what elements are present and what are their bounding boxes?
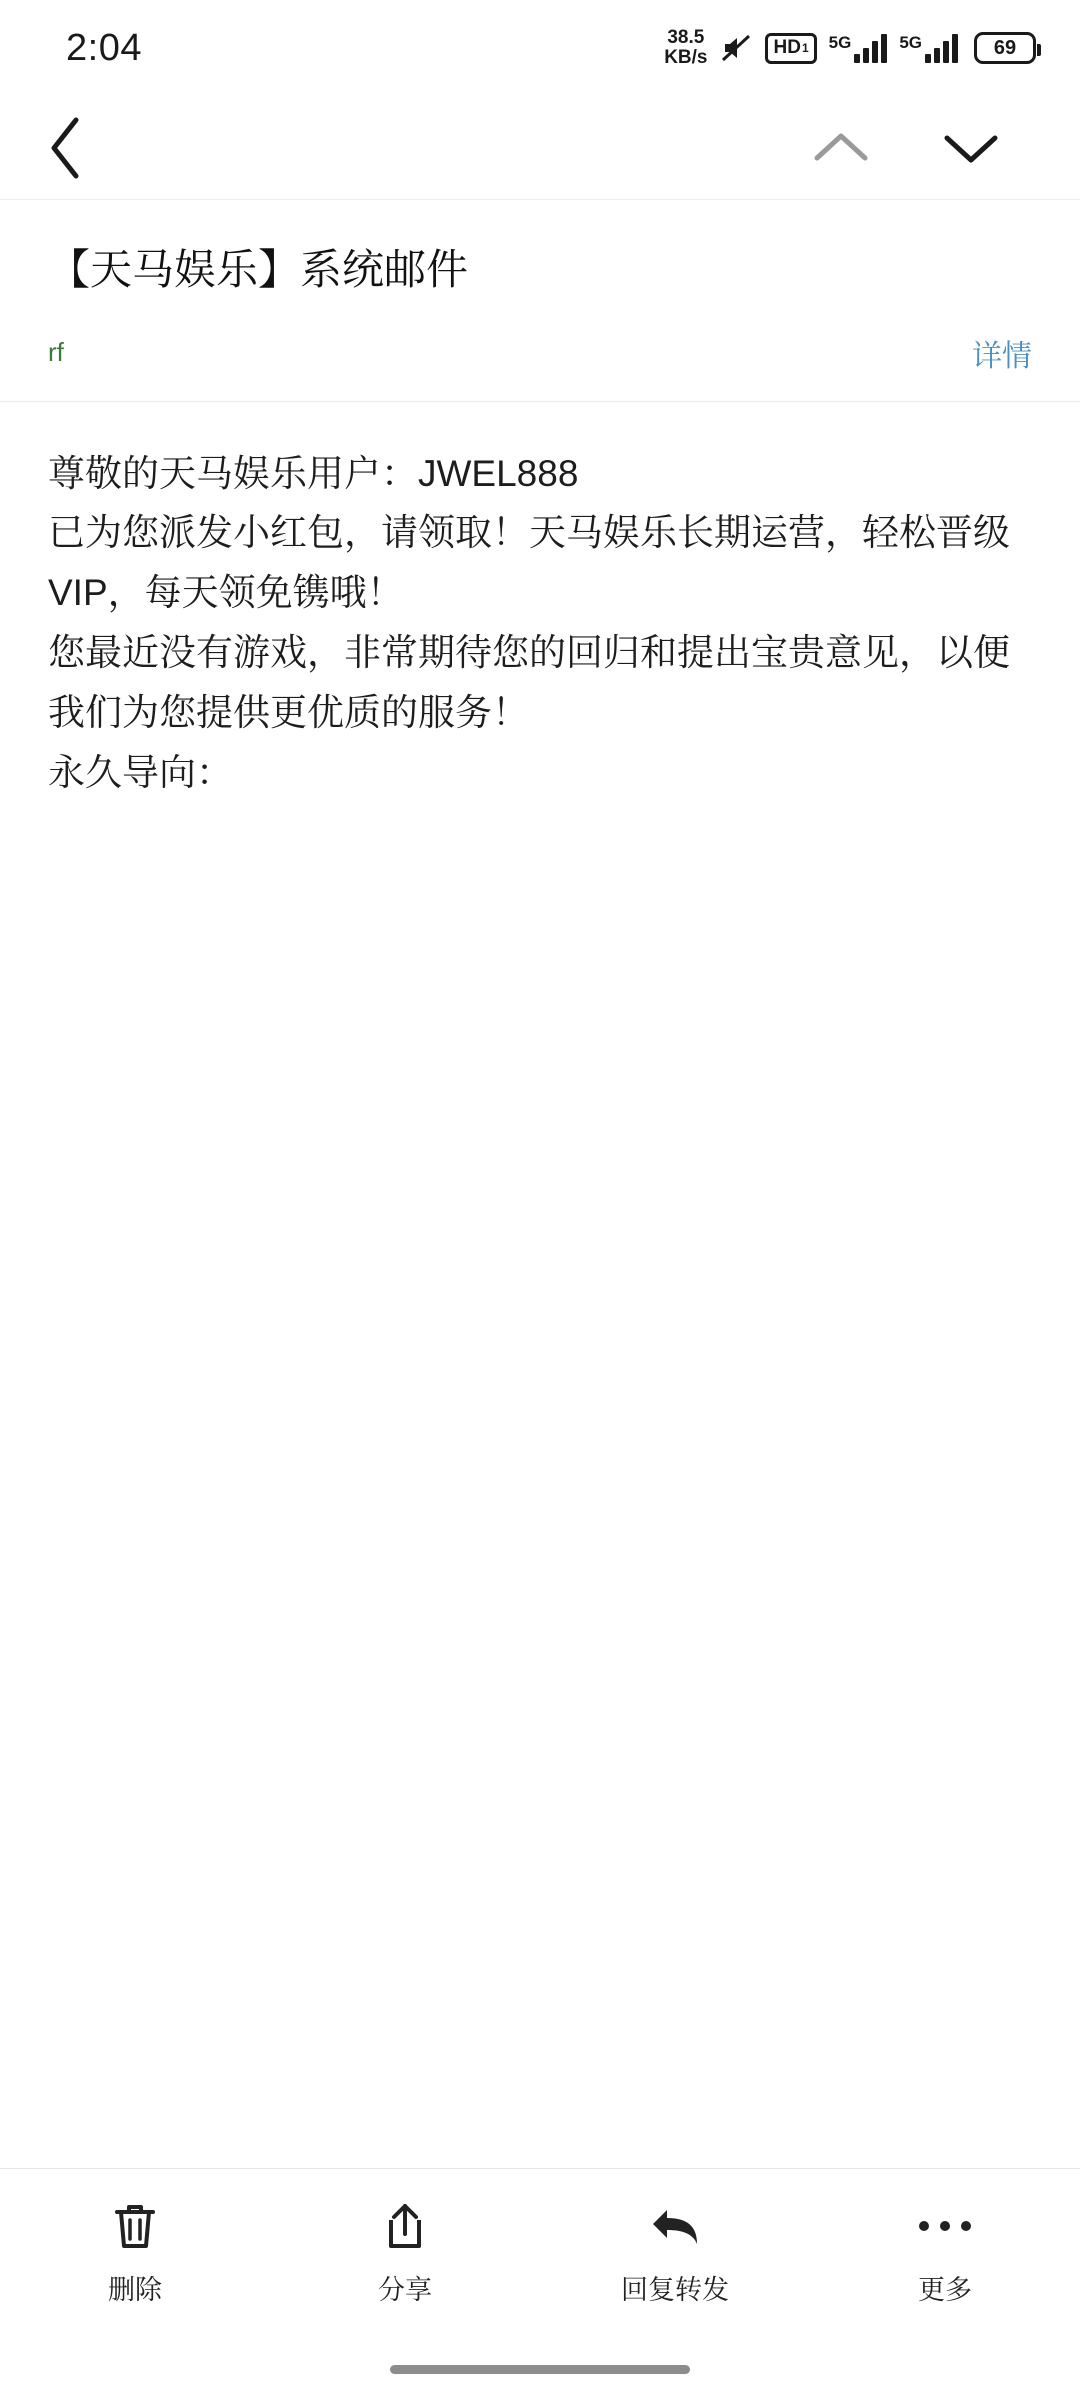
reply-forward-label: 回复转发 <box>621 2275 729 2305</box>
share-icon <box>381 2200 429 2252</box>
network-speed-indicator <box>664 28 707 68</box>
more-label: 更多 <box>918 2275 972 2305</box>
chevron-left-icon <box>44 112 88 184</box>
nav-bar <box>0 96 1080 200</box>
hd-icon <box>765 33 816 64</box>
gesture-area <box>0 2338 1080 2400</box>
mail-meta-row <box>48 331 1032 375</box>
sim2-network-label: 5G <box>899 33 922 52</box>
mail-sender: rf <box>48 337 64 367</box>
delete-button[interactable] <box>0 2200 270 2307</box>
previous-mail-button[interactable] <box>776 108 906 188</box>
bottom-toolbar <box>0 2168 1080 2338</box>
status-bar <box>0 0 1080 96</box>
status-clock: 2:04 <box>66 26 142 69</box>
mail-header <box>0 200 1080 402</box>
mail-body-line: 尊敬的天马娱乐用户：JWEL888 <box>48 452 579 494</box>
network-speed-unit: KB/s <box>664 47 708 68</box>
hd-label: HD <box>773 36 801 58</box>
reply-icon <box>647 2200 703 2252</box>
mail-body <box>0 402 1080 2169</box>
share-button[interactable] <box>270 2200 540 2307</box>
battery-icon <box>974 32 1036 64</box>
more-button[interactable] <box>810 2200 1080 2307</box>
signal-icon-sim2 <box>899 33 958 63</box>
network-speed-value: 38.5 <box>667 27 705 49</box>
back-button[interactable] <box>44 108 124 188</box>
reply-forward-button[interactable] <box>540 2200 810 2307</box>
sim1-bars <box>854 33 887 63</box>
signal-icon-sim1 <box>829 33 888 63</box>
chevron-down-icon <box>939 126 1003 170</box>
mail-body-line: 永久导向： <box>48 752 233 794</box>
mail-subject: 【天马娱乐】系统邮件 <box>48 246 469 293</box>
mail-detail-link[interactable]: 详情 <box>972 339 1032 373</box>
battery-level: 69 <box>993 36 1017 59</box>
chevron-up-icon <box>809 126 873 170</box>
next-mail-button[interactable] <box>906 108 1036 188</box>
mute-icon <box>719 31 753 65</box>
sim2-bars <box>925 33 958 63</box>
more-icon <box>919 2200 971 2252</box>
status-icons <box>664 28 1036 68</box>
trash-icon <box>111 2200 159 2252</box>
delete-label: 删除 <box>108 2275 162 2305</box>
mail-body-line: 已为您派发小红包，请领取！天马娱乐长期运营，轻松晋级VIP，每天领免镌哦！ <box>48 512 1010 614</box>
sim1-network-label: 5G <box>828 33 852 52</box>
share-label: 分享 <box>378 2275 432 2305</box>
hd-sub: 1 <box>801 40 809 55</box>
mail-body-line: 您最近没有游戏，非常期待您的回归和提出宝贵意见，以便我们为您提供更优质的服务！ <box>48 632 1010 734</box>
home-indicator[interactable] <box>390 2365 690 2374</box>
